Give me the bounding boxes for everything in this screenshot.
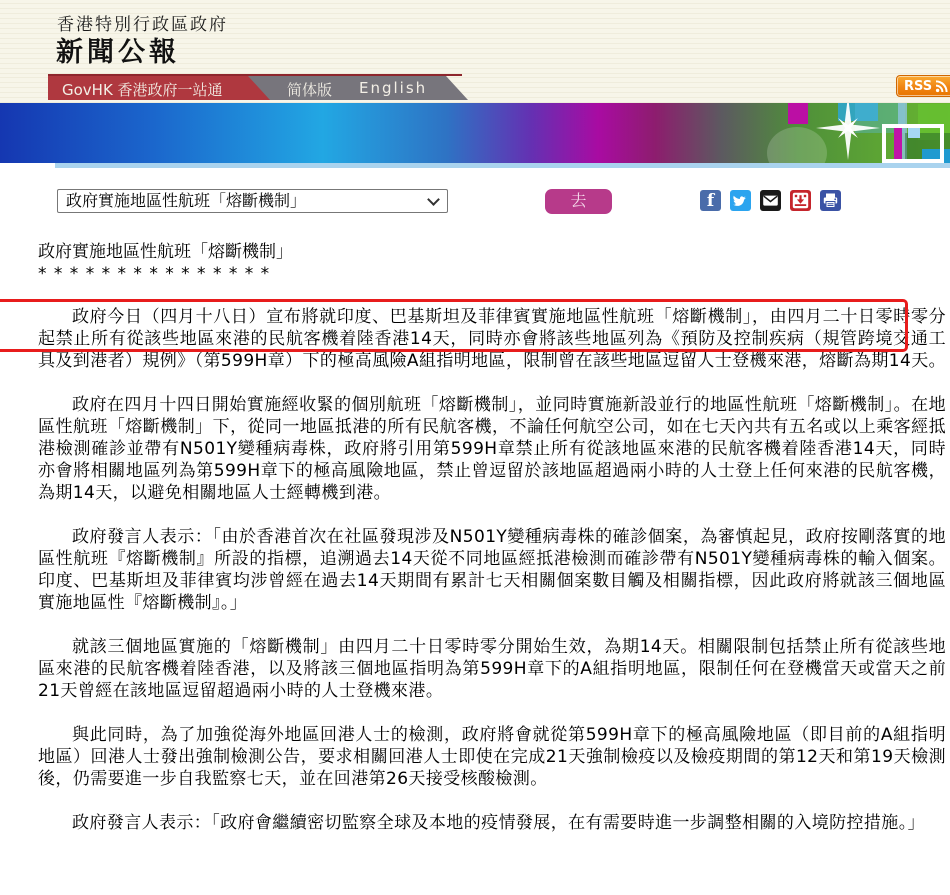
paragraph-5: 與此同時，為了加強從海外地區回港人士的檢測，政府將會就從第599H章下的極高風險地區（即目前的A組指明地區）回港人士發出強制檢測公告，要求相關回港人士即使在完成21天強制檢疫以及檢疫期間的第12天和第19天檢測後，仍需要進一步自我監察七天，並在回港第26天接受核酸檢測。: [38, 725, 946, 789]
paragraph-2: 政府在四月十四日開始實施經收緊的個別航班「熔斷機制」，並同時實施新設並行的地區性航班「熔斷機制」。在地區性航班「熔斷機制」下，從同一地區抵港的所有民航客機，不論任何航空公司，如在七天內共有五名或以上乘客經抵港檢測確診並帶有N501Y變種病毒株，政府將引用第599H章禁止所有從該地區來港的民航客機着陸香港14天，同時亦會將相關地區列為第599H章下的極高風險地區，禁止曾逗留於該地區超過兩小時的人士登上任何來港的民航客機，為期14天，以避免相關地區人士經轉機到港。: [38, 395, 946, 503]
toolbar: [0, 189, 950, 214]
download-icon[interactable]: [790, 190, 811, 211]
masthead: [0, 0, 950, 74]
banner-magenta-square: [788, 103, 808, 124]
chevron-down-icon: [427, 193, 440, 206]
banner-graphic: [0, 103, 950, 163]
email-icon[interactable]: [760, 190, 781, 211]
nav-link-simplified-chinese[interactable]: 简体版: [287, 81, 333, 99]
banner-sparkle: [813, 103, 883, 163]
press-release-select-value: 政府實施地區性航班「熔斷機制」: [66, 191, 307, 210]
article-title: 政府實施地區性航班「熔斷機制」: [38, 242, 293, 262]
paragraph-3: 政府發言人表示：「由於香港首次在社區發現涉及N501Y變種病毒株的確診個案，為審慎起見，政府按剛落實的地區性航班『熔斷機制』所設的指標，追溯過去14天從不同地區經抵港檢測而確診帶有N501Y變種病毒株的輸入個案。印度、巴基斯坦及菲律賓均涉曾經在過去14天期間有累計七天相關個案數目觸及相關指標，因此政府將就該三個地區實施地區性『熔斷機制』。」: [38, 527, 946, 613]
share-icons: [700, 190, 841, 211]
nav-bar: [0, 74, 950, 103]
paragraph-1: 政府今日（四月十八日）宣布將就印度、巴基斯坦及菲律賓實施地區性航班「熔斷機制」，由四月二十日零時零分起禁止所有從該些地區來港的民航客機着陸香港14天，同時亦會將該些地區列為《預防及控制疾病（規管跨境交通工具及到港者）規例》（第599H章）下的極高風險A組指明地區，限制曾在該些地區逗留人士登機來港，熔斷為期14天。: [38, 307, 946, 371]
nav-link-english[interactable]: English: [359, 79, 428, 97]
go-button[interactable]: 去: [545, 189, 612, 214]
site-title: 新聞公報: [56, 37, 180, 68]
article-stars: * * * * * * * * * * * * * * *: [38, 264, 271, 284]
banner-small-blue-square: [908, 128, 920, 138]
rss-button[interactable]: [896, 75, 950, 97]
paragraph-4: 就該三個地區實施的「熔斷機制」由四月二十日零時零分開始生效，為期14天。相關限制包括禁止所有從該些地區來港的民航客機着陸香港，以及將該三個地區指明為第599H章下的A組指明地區，限制任何在登機當天或當天之前21天曾經在該地區逗留超過兩小時的人士登機來港。: [38, 637, 946, 701]
nav-link-govhk[interactable]: GovHK 香港政府一站通: [62, 81, 223, 99]
press-release-select[interactable]: [57, 189, 448, 213]
nav-top-line: [48, 74, 462, 76]
facebook-icon[interactable]: f: [700, 190, 721, 211]
print-icon[interactable]: [820, 190, 841, 211]
twitter-icon[interactable]: [730, 190, 751, 211]
banner-bottom-strip: [0, 163, 950, 168]
article: [0, 241, 950, 834]
rss-label: RSS: [904, 78, 933, 94]
paragraph-6: 政府發言人表示：「政府會繼續密切監察全球及本地的疫情發展，在有需要時進一步調整相關的入境防控措施。」: [72, 813, 925, 833]
rss-icon: [935, 80, 948, 93]
gov-title: 香港特別行政區政府: [57, 15, 228, 35]
